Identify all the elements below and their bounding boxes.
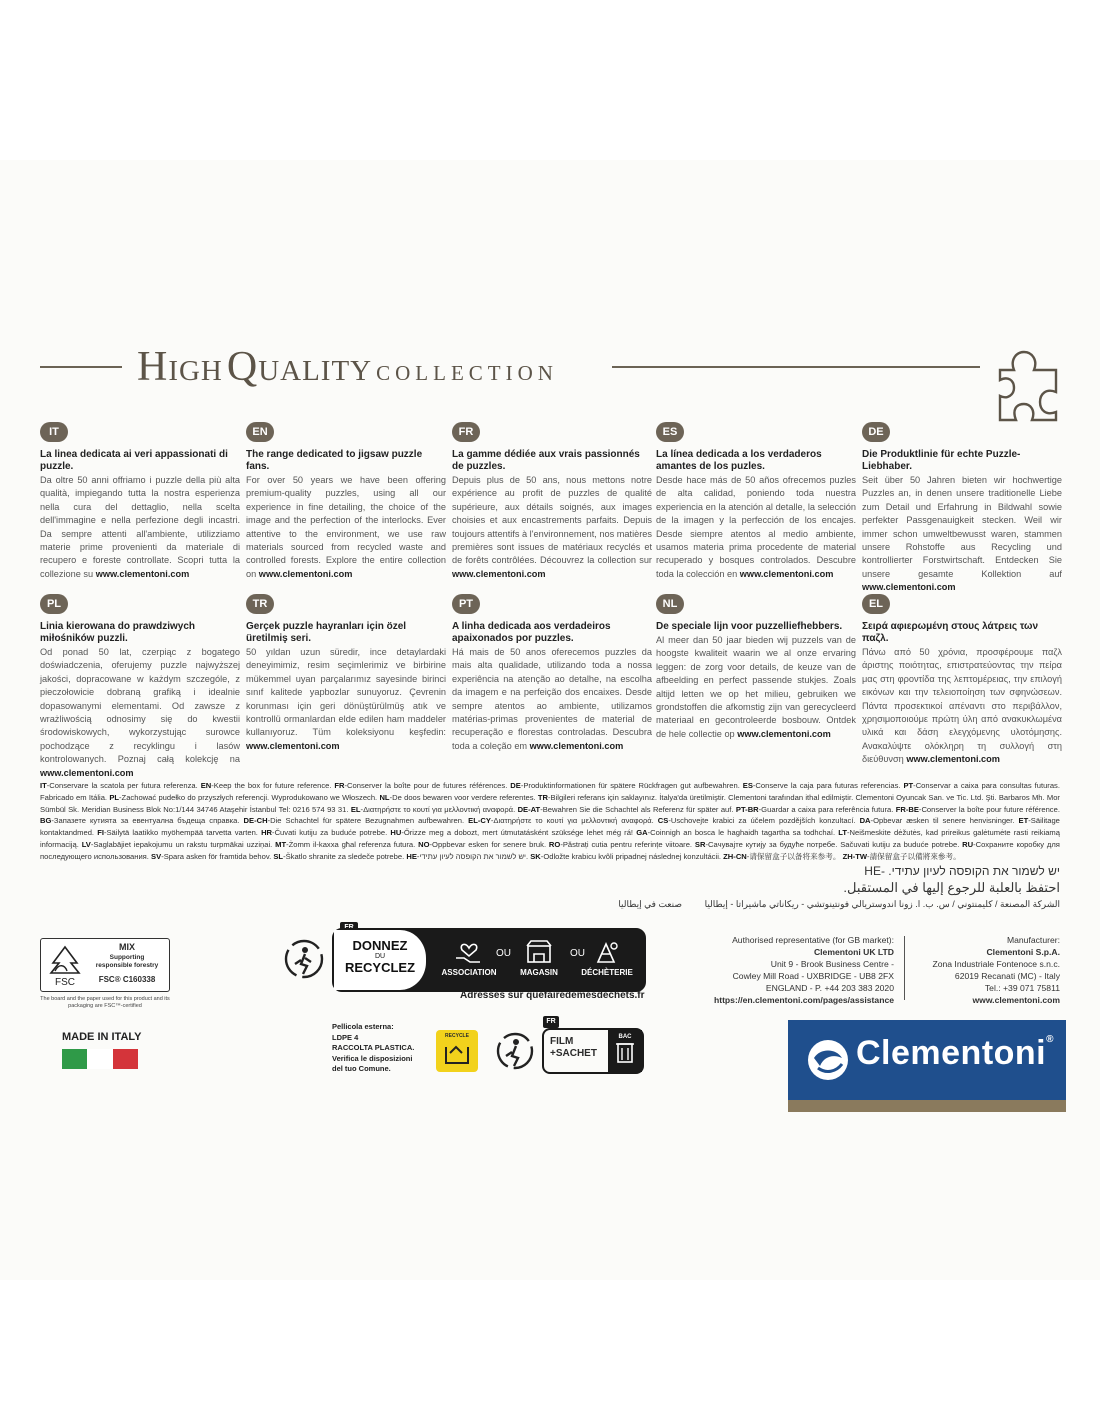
notice-lang-code: ZH-TW <box>842 851 868 861</box>
notice-text: -Säilytä laatikko myöhempää tarvetta varten. <box>103 828 258 838</box>
notice-text: -Škatlo shranite za sledeče potrebe. <box>283 851 405 861</box>
language-badge: FR <box>452 422 480 442</box>
sachet-label: +SACHET <box>550 1048 597 1059</box>
manufacturer-addr2: 62019 Recanati (MC) - Italy <box>954 971 1060 981</box>
notice-lang-code: CS <box>657 816 669 826</box>
recycle-yellow-label: RECYCLE <box>445 1033 469 1039</box>
notice-text: -请保留盒子以备将来参考。 <box>746 851 841 861</box>
language-body-text: Al meer dan 50 jaar bieden wij puzzels van de hoogste kwaliteit waarin we al onze ervaring leggen: de zorg voor details, de keuze van de afbeelding en perfect passende stukjes. Zoals altijd letten we op het milieu, gebruiken we grondstoffen die afkomstig zijn van gerecycleerd materiaal en gecontroleerde bosbouw. Ontdek de hele collectie op <box>656 635 856 739</box>
notice-text: -Zachować pudełko do przyszłych referencji. Wyprodukowano we Włoszech. <box>119 792 378 802</box>
notice-text: -Żomm il-kaxxa għal referenza futura. <box>286 839 416 849</box>
magasin-item <box>504 938 574 977</box>
fsc-mix: MIX <box>118 942 135 952</box>
notice-lang-code: FI <box>97 828 104 838</box>
notice-text: -Păstrați cutia pentru referințe viitoare. <box>560 839 693 849</box>
language-url[interactable]: www.clementoni.com <box>529 740 624 751</box>
title-word-quality: Quality <box>226 344 373 390</box>
language-body-text: Πάνω από 50 χρόνια, προσφέρουμε παζλ άριστης ποιότητας, επιστρατεύοντας την πείρα μας στη φροντίδα της λεπτομέρειας, την επιλογή εικόνων και την τελειοποίηση των σφηνώσεων. Πάντα προσεκτικοί απέναντι στο περιβάλλον, χρησιμοποιούμε πρώτη ύλη από ανακυκλωμένα υλικά και δάση ελεγχόμενης υλοτόμησης. Ανακαλύψτε ολόκληρη τη συλλογή στη διεύθυνση <box>862 647 1062 765</box>
notice-lang-code: ZH-CN <box>723 851 747 861</box>
notice-lang-code: DE-AT <box>517 804 541 814</box>
language-url[interactable]: www.clementoni.com <box>40 767 134 778</box>
authorised-label: Authorised representative (for GB market): <box>732 935 894 945</box>
language-body-text: Desde hace más de 50 años ofrecemos puzles de alta calidad, poniendo toda nuestra experiencia en la atención al detalle, la selección de la imagen y la perfección de los encajes. Desde siempre atentos al medio ambiente, usamos materia prima procedente de material recuperado y bosques controlados. Descubre toda la colección en <box>656 475 856 579</box>
header-rule-left <box>40 366 122 368</box>
authorised-url[interactable]: https://en.clementoni.com/pages/assistance <box>713 995 894 1005</box>
language-title: Σειρά αφιερωμένη στους λάτρεις των παζλ. <box>862 621 1039 644</box>
authorised-representative <box>672 934 894 1006</box>
notice-text: -Neišmeskite dėžutės, kad prireikus galėtumėte rasti reikiamą informaciją. <box>40 828 1060 849</box>
address-divider <box>904 936 905 1000</box>
notice-text: -Conservare la scatola per futura referenza. <box>46 781 198 790</box>
manufacturer-label: Manufacturer: <box>1006 935 1060 945</box>
notice-lang-code: GA <box>636 828 648 838</box>
notice-lang-code: HR <box>261 828 273 838</box>
language-title: La gamme dédiée aux vrais passionnés de puzzles. <box>452 449 640 472</box>
donnez-recyclez-panel <box>332 928 646 992</box>
notice-lang-code: EN <box>200 781 212 790</box>
notice-text: -Uschovejte krabici za účelem pozdějších konzultací. <box>668 816 856 826</box>
language-badge: PT <box>452 594 480 614</box>
language-title: Gerçek puzzle hayranları için özel üretilmiş seri. <box>246 621 407 644</box>
language-title: Die Produktlinie für echte Puzzle-Liebhaber. <box>862 449 1021 472</box>
language-body <box>862 474 1062 595</box>
decheterie-item <box>572 938 642 977</box>
notice-text: -Guardar a caixa para referência futura. <box>758 804 894 814</box>
logo-gold-stripe <box>788 1100 1066 1112</box>
italian-flag <box>62 1049 138 1069</box>
film-fr-tag: FR <box>543 1016 559 1028</box>
packaging-line3: RACCOLTA PLASTICA. <box>332 1043 415 1052</box>
language-badge: DE <box>862 422 890 442</box>
notice-lang-code: IT <box>40 781 47 790</box>
packaging-line5: del tuo Comune. <box>332 1064 391 1073</box>
language-body <box>862 646 1062 767</box>
clementoni-logo <box>788 1020 1066 1112</box>
notice-lang-code: TR <box>537 792 549 802</box>
notice-text: -Keep the box for future reference. <box>211 781 332 790</box>
flag-green <box>62 1049 87 1069</box>
donnez-label <box>334 930 428 990</box>
language-url[interactable]: www.clementoni.com <box>739 568 834 579</box>
puzzle-piece-icon <box>996 348 1060 424</box>
language-body-text: Da oltre 50 anni offriamo i puzzle della più alta qualità, impiegando tutta la nostra esperienza nella cura del dettaglio, nella scelta dell'immagine e nella perfezione degli incastri. Da sempre attenti all'ambiente, utilizziamo materie prime provenienti da materiale di recupero e foreste controllate. Scopri tutta la collezione su <box>40 475 240 579</box>
notice-text: -Coinnigh an bosca le haghaidh tagartha sa todhchaí. <box>647 828 836 838</box>
language-block-de <box>862 422 1062 593</box>
language-title: De speciale lijn voor puzzelliefhebbers. <box>656 621 843 632</box>
notice-text: -Oppbevar esken for senere bruk. <box>429 839 547 849</box>
notice-text: -Saglabājiet iepakojumu un rakstu turpmākai uzziņai. <box>90 839 273 849</box>
bin-arrows-icon <box>436 1039 478 1069</box>
language-block-nl <box>656 594 856 744</box>
notice-text: -Odložte krabicu kvôli pripadnej následnej konzultácii. <box>540 851 722 861</box>
notice-lang-code: BG <box>40 816 52 826</box>
notice-lang-code: PT-BR <box>735 804 759 814</box>
waste-center-icon <box>592 938 622 966</box>
language-body <box>656 474 856 581</box>
notice-text: -Conservar a caixa para consultas futuras. Fabricado em Itália. <box>40 781 1060 802</box>
authorised-addr1: Unit 9 - Brook Business Centre - <box>770 959 894 969</box>
donnez-text: DONNEZ <box>352 938 408 953</box>
language-url[interactable]: www.clementoni.com <box>906 754 1000 765</box>
clementoni-swirl-icon <box>804 1036 852 1084</box>
notice-lang-code: NL <box>379 792 390 802</box>
language-badge: ES <box>656 422 684 442</box>
notice-lang-code: RU <box>962 839 974 849</box>
manufacturer-name: Clementoni S.p.A. <box>986 947 1060 957</box>
store-icon <box>524 938 554 966</box>
language-url[interactable]: www.clementoni.com <box>258 568 353 579</box>
manufacturer-url[interactable]: www.clementoni.com <box>972 995 1060 1005</box>
fsc-tree-icon <box>47 943 83 987</box>
decheterie-label: DÉCHÈTERIE <box>581 968 633 977</box>
bac-icon <box>608 1030 642 1072</box>
language-body-text: Seit über 50 Jahren bieten wir hochwertige Puzzles an, in denen unsere traditionelle Liebe zum Detail und Erfahrung in Bildwahl sowie perfekter Passgenauigkeit stecken. Weil wir immer schon umweltbewusst waren, stammen unsere Rohstoffe aus Recycling und kontrollierter Forstwirtschaft. Entdecken Sie unsere gesamte Kollektion auf <box>862 475 1062 579</box>
fsc-note: The board and the paper used for this product and its packaging are FSC™-certified <box>40 996 170 1009</box>
language-title: La línea dedicada a los verdaderos amantes de los puzles. <box>656 449 822 472</box>
language-body <box>246 646 446 753</box>
notice-lang-code: HE <box>406 851 417 861</box>
language-body-text: Depuis plus de 50 ans, nous mettons notre expérience au profit de puzzles de qualité supérieure, aux détails soignés, aux images choisies et aux encastrements parfaits. Depuis toujours attentifs à l'environnement, nos matières premières sont issues de matériaux recyclés et de forêts contrôlées. Découvrez la collection sur <box>452 475 652 566</box>
language-badge: TR <box>246 594 274 614</box>
notice-lang-code: SL <box>273 851 284 861</box>
language-badge: IT <box>40 422 68 442</box>
notice-text: -Produktinformationen für spätere Rückfragen gut aufbewahren. <box>520 781 740 790</box>
packaging-line2: LDPE 4 <box>332 1032 359 1042</box>
notice-text: -Säilitage kontaktandmed. <box>40 816 1060 838</box>
notice-text: -請保留盒子以備將來參考。 <box>867 851 961 861</box>
fsc-line1: Supporting <box>109 954 145 961</box>
notice-text: -Διατηρήστε το κουτί για μελλοντική αναφορά. <box>360 804 516 814</box>
arabic-manufacturer: الشركة المصنعة / كليمنتوني / س. ب. ا. زونا اندوستريالي فونتينوتشي - ريكاناتي ماشيراتا - إيطاليا <box>704 899 1060 909</box>
language-body <box>40 474 240 581</box>
recycle-yellow-icon <box>436 1030 478 1072</box>
language-badge: EN <box>246 422 274 442</box>
hands-heart-icon <box>454 938 484 966</box>
film-label: FILM <box>550 1036 574 1047</box>
notice-text: -De doos bewaren voor verdere referentes. <box>389 792 536 802</box>
notice-text: -Opbevar æsken til senere henvisninger. <box>870 816 1015 826</box>
notice-lang-code: SK <box>530 851 541 861</box>
notice-text: -Spara asken för framtida behov. <box>161 851 272 861</box>
language-block-es <box>656 422 856 579</box>
association-label: ASSOCIATION <box>441 968 497 977</box>
notice-text: -Őrizze meg a dobozt, mert útmutatásként szüksége lehet még rá! <box>401 828 634 838</box>
manufacturer-addr1: Zona Industriale Fontenoce s.n.c. <box>932 959 1060 969</box>
hebrew-notice: יש לשמור את הקופסה לעיון עתידי. -HE <box>864 864 1060 878</box>
language-body <box>246 474 446 581</box>
language-badge: EL <box>862 594 890 614</box>
notice-lang-code: FR-BE <box>895 804 919 814</box>
bac-label: BAC <box>618 1034 632 1040</box>
triman-icon <box>283 938 325 980</box>
notice-lang-code: HU <box>390 828 402 838</box>
notice-lang-code: MT <box>275 839 287 849</box>
recyclez-text: RECYCLEZ <box>344 960 416 975</box>
language-url[interactable]: www.clementoni.com <box>862 582 956 593</box>
notice-text: -Conserver la boîte pour future référence. <box>918 804 1060 814</box>
language-block-en <box>246 422 446 579</box>
packaging-line4: Verifica le disposizioni <box>332 1053 413 1063</box>
notice-lang-code: RO <box>548 839 561 849</box>
notice-text: -Bilgileri referans için saklayınız. İtalya'da üretilmiştir. Clementoni tarafından ithal edilmiştir. Clementoni Oyuncak San. ve Tic. Ltd. Şti. Barbaros Mh. Mor Sümbül Sk. Meridian Business Blok No:1/144 34746 Ataşehir İstanbul Tel: 0216 574 93 31. <box>40 792 1060 814</box>
notice-lang-code: ET <box>1018 816 1029 826</box>
language-body <box>452 474 652 581</box>
language-body <box>452 646 652 753</box>
collection-title <box>137 343 607 393</box>
language-url[interactable]: www.clementoni.com <box>452 568 546 579</box>
notice-lang-code: ES <box>742 781 753 790</box>
language-block-it <box>40 422 240 579</box>
notice-text: -Запазете кутията за евентуална бъдеща справка. <box>51 816 240 826</box>
language-body-text: Od ponad 50 lat, czerpiąc z bogatego doświadczenia, oferujemy puzzle najwyższej jakości, dopracowane w każdym szczególe, z pieczołowicie dobraną grafiką i idealnie dopasowanymi elementami. Od zawsze z wrażliwością odnosimy się do kwestii środowiskowych, wykorzystując surowce pochodzące z recyklingu i lasów kontrolowanych. Poznaj całą kolekcję na <box>40 647 240 765</box>
made-in-italy: MADE IN ITALY <box>62 1031 142 1043</box>
language-url[interactable]: www.clementoni.com <box>95 568 190 579</box>
fsc-code: FSC® C160338 <box>98 975 156 984</box>
ou-text-2: OU <box>570 948 585 959</box>
title-word-collection: collection <box>376 354 558 387</box>
authorised-addr2: Cowley Mill Road - UXBRIDGE - UB8 2FX <box>732 971 894 981</box>
language-block-pt <box>452 594 652 751</box>
brand-name: Clementoni <box>856 1034 1047 1072</box>
fsc-label <box>40 938 170 992</box>
language-block-pl <box>40 594 240 778</box>
notice-text: -Čuvati kutiju za buduće potrebe. <box>272 828 388 838</box>
notice-lang-code: PT <box>903 781 914 790</box>
notice-text: -Сачувајте кутију за будуће потребе. Sačuvati kutiju za buduće potrebe. <box>705 839 960 849</box>
notice-text: -Conserve la caja para futuras referencias. <box>752 781 901 790</box>
notice-lang-code: FR <box>334 781 345 790</box>
notice-text: -Conserver la boîte pour de futures références. <box>344 781 508 790</box>
notice-text: -Διατηρήστε το κουτί για μελλοντική αναφορά. <box>490 816 654 826</box>
language-url[interactable]: www.clementoni.com <box>737 728 831 739</box>
association-item <box>434 938 504 977</box>
language-block-fr <box>452 422 652 579</box>
adresses-link: Adresses sur quefairedemesdechets.fr <box>460 990 645 1001</box>
triman-icon-small <box>494 1030 536 1072</box>
language-badge: NL <box>656 594 684 614</box>
arabic-made-in: صنعت في إيطاليا <box>618 899 682 909</box>
language-block-el <box>862 594 1062 765</box>
language-url[interactable]: www.clementoni.com <box>246 740 340 751</box>
trash-bin-icon <box>608 1040 642 1066</box>
header-rule-right <box>612 366 980 368</box>
notice-lang-code: EL <box>350 804 361 814</box>
notice-lang-code: DE-CH <box>243 816 268 826</box>
notice-lang-code: NO <box>418 839 430 849</box>
language-title: Linia kierowana do prawdziwych miłośników puzzli. <box>40 621 196 644</box>
packaging-note <box>332 1022 432 1075</box>
notice-lang-code: SV <box>151 851 162 861</box>
packaging-line1: Pellicola esterna: <box>332 1022 394 1031</box>
ou-text-1: OU <box>496 948 511 959</box>
authorised-addr3: ENGLAND - P. +44 203 383 2020 <box>765 983 894 993</box>
language-title: A linha dedicada aos verdadeiros apaixonados por puzzles. <box>452 621 611 644</box>
notice-lang-code: SR <box>694 839 706 849</box>
fsc-line2: responsible forestry <box>95 962 159 969</box>
language-title: La linea dedicata ai veri appassionati di puzzle. <box>40 449 228 472</box>
magasin-label: MAGASIN <box>520 968 558 977</box>
flag-red <box>113 1049 138 1069</box>
film-sachet-badge <box>542 1028 644 1074</box>
notice-text: -Сохраните коробку для последующего использования. <box>40 839 1060 861</box>
authorised-name: Clementoni UK LTD <box>813 947 894 957</box>
language-title: The range dedicated to jigsaw puzzle fans. <box>246 449 423 472</box>
flag-white <box>87 1049 112 1069</box>
language-block-tr <box>246 594 446 751</box>
notice-text: -Bewahren Sie die Schachtel als Referenz für später auf. <box>540 804 734 814</box>
brand-registered: ® <box>1046 1034 1054 1045</box>
notice-lang-code: LV <box>81 839 91 849</box>
notice-lang-code: DE <box>510 781 521 790</box>
language-badge: PL <box>40 594 68 614</box>
arabic-notice: احتفظ بالعلبة للرجوع إليها في المستقبل. <box>843 880 1060 895</box>
notice-text: -Die Schachtel für spätere Bezugnahmen aufbewahren. <box>267 816 465 826</box>
title-word-high: High <box>137 344 223 390</box>
language-body <box>656 634 856 741</box>
language-body-text: 50 yıldan uzun süredir, ince detaylardaki deneyimimiz, resim seçimlerimiz ve birbirine mükemmel uyan parçalarımız sayesinde birinci sınıf kalitede yapbozlar sunuyoruz. Çevrenin korunması için geri dönüştürülmüş atık ve kontrollü ormanlardan elde edilen ham maddeler kullanıyoruz. Tüm koleksiyonu keşfedin: <box>246 647 446 738</box>
language-body-text: For over 50 years we have been offering premium-quality puzzles, using all our experience in fine detailing, the choice of the image and the perfection of the interlocks. Ever attentive to the environment, we use raw materials sourced from recycled waste and controlled forests. Explore the entire collection on <box>246 475 446 579</box>
manufacturer-info <box>906 934 1060 1006</box>
notice-lang-code: LT <box>838 828 847 838</box>
manufacturer-tel: Tel.: +39 071 75811 <box>984 983 1060 993</box>
notice-lang-code: EL-CY <box>468 816 491 826</box>
language-body <box>40 646 240 780</box>
language-body-text: Há mais de 50 anos oferecemos puzzles da mais alta qualidade, utilizando toda a nossa experiência na atenção ao detalhe, na escolha da imagem e na perfeição dos encaixes. Desde sempre atentos ao ambiente, utilizamos matérias-primas provenientes de material de recuperação e florestas controladas. Descubra toda a coleção em <box>452 647 652 751</box>
notice-text: -יש לשמור את הקופסה לעיון עתידי. <box>416 851 529 861</box>
du-text: DU <box>374 953 386 960</box>
notice-lang-code: DA <box>859 816 871 826</box>
notice-lang-code: PL <box>109 792 120 802</box>
fsc-logo-text: FSC <box>55 977 75 988</box>
